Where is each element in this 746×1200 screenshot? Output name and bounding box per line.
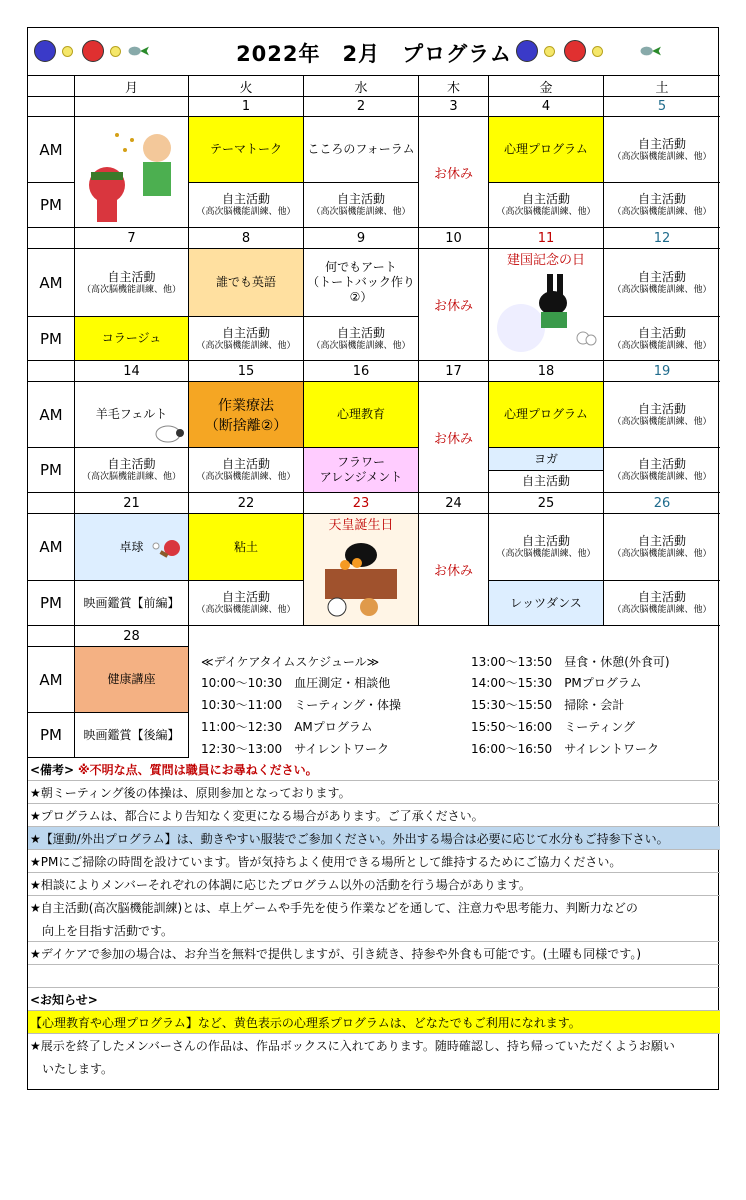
date-number: 17 <box>445 363 462 379</box>
blank-row <box>28 965 720 988</box>
self-study-cell <box>189 317 304 361</box>
schedule-row: 14:00〜15:30 PMプログラム <box>471 676 642 690</box>
schedule-heading: ≪デイケアタイムスケジュール≫ <box>201 655 380 669</box>
self-study-label: 自主活動 <box>637 534 686 548</box>
program-label: 粘土 <box>233 539 258 554</box>
closed-cell <box>419 249 489 361</box>
self-study-label: 自主活動 <box>521 192 570 206</box>
program-cell <box>75 514 189 581</box>
schedule-row: 12:30〜13:00 サイレントワーク <box>201 742 390 756</box>
self-study-label: 自主活動 <box>637 269 686 284</box>
weekday-label: 金 <box>539 80 553 96</box>
self-study-label: 自主活動 <box>221 590 270 604</box>
pm-text: PM <box>40 594 62 612</box>
date-cell <box>489 493 604 514</box>
info-label: <お知らせ> <box>28 988 720 1011</box>
program-sub: （断捨離②） <box>204 417 288 434</box>
weekday-header <box>604 76 720 97</box>
self-study-sub: （高次脳機能訓練、他） <box>612 549 712 559</box>
self-study-cell <box>189 183 304 228</box>
date-number: 18 <box>537 363 555 379</box>
weekday-header <box>75 76 189 97</box>
program-cell <box>189 249 304 317</box>
weekday-label: 土 <box>655 80 669 96</box>
self-study-cell <box>489 183 604 228</box>
weekday-header <box>189 76 304 97</box>
date-cell <box>419 493 489 514</box>
self-study-cell <box>604 448 720 493</box>
program-cell <box>304 382 419 448</box>
date-number: 9 <box>356 230 366 246</box>
blank-cell <box>28 493 75 514</box>
program-cell <box>75 581 189 626</box>
schedule-row: 13:00〜13:50 昼食・休憩(外食可) <box>471 655 670 669</box>
note-item: ★プログラムは、都合により告知なく変更になる場合があります。ご了承ください。 <box>28 804 720 827</box>
self-study-cell <box>189 581 304 626</box>
self-study-cell <box>604 317 720 361</box>
program-label: レッツダンス <box>510 595 582 610</box>
program-cell <box>304 249 419 317</box>
holiday-cell <box>304 514 419 626</box>
date-cell <box>75 626 189 647</box>
schedule-row: 15:50〜16:00 ミーティング <box>471 720 635 734</box>
date-number: 16 <box>352 363 370 379</box>
date-number: 5 <box>657 99 667 114</box>
self-study-sub: （高次脳機能訓練、他） <box>612 416 712 427</box>
program-label: 心理プログラム <box>504 407 588 421</box>
pm-text: PM <box>40 726 62 744</box>
schedule-row: 16:00〜16:50 サイレントワーク <box>471 742 660 756</box>
am-text: AM <box>39 273 63 292</box>
program-cell <box>75 647 189 713</box>
self-study-label: 自主活動 <box>637 457 686 471</box>
closed-cell <box>419 514 489 626</box>
date-cell <box>419 228 489 249</box>
closed-label: お休み <box>433 564 473 579</box>
self-study-sub: （高次脳機能訓練、他） <box>196 605 296 615</box>
holiday-label: 天皇誕生日 <box>328 518 394 533</box>
program-label: 卓球 <box>119 539 144 554</box>
pm-text: PM <box>40 329 62 348</box>
program-cell <box>75 317 189 361</box>
pm-label <box>28 713 75 758</box>
date-cell <box>75 361 189 382</box>
self-study-sub: （高次脳機能訓練、他） <box>612 605 712 615</box>
program-cell <box>75 713 189 758</box>
closed-label: お休み <box>433 431 473 447</box>
program-cell <box>304 448 419 493</box>
holiday-label: 建国記念の日 <box>506 253 585 268</box>
date-cell <box>189 97 304 117</box>
date-number: 4 <box>541 99 551 114</box>
program-label: 自主活動 <box>521 474 570 488</box>
red-oni-icon <box>564 40 586 62</box>
date-number: 21 <box>123 495 140 511</box>
date-number: 7 <box>127 230 136 246</box>
self-study-cell <box>604 117 720 183</box>
date-number: 23 <box>352 495 370 511</box>
kotatsu-cats-illustration <box>305 533 417 623</box>
date-number: 24 <box>445 495 462 511</box>
self-study-label: 自主活動 <box>221 192 270 206</box>
closed-cell <box>419 117 489 228</box>
self-study-cell <box>604 249 720 317</box>
date-cell <box>419 361 489 382</box>
self-study-cell <box>75 249 189 317</box>
program-cell <box>489 581 604 626</box>
self-study-cell <box>304 183 419 228</box>
program-cell <box>189 117 304 183</box>
am-label <box>28 647 75 713</box>
am-text: AM <box>39 670 63 689</box>
note-item: ★朝ミーティング後の体操は、原則参加となっております。 <box>28 781 720 804</box>
self-study-label: 自主活動 <box>107 457 156 471</box>
date-cell <box>75 97 189 117</box>
program-sub: （トートバック作り②） <box>307 275 415 304</box>
program-label: コラージュ <box>101 331 162 345</box>
weekday-label: 水 <box>354 80 368 96</box>
remarks-row: <備考> ※不明な点、質問は職員にお尋ねください。 <box>28 758 720 781</box>
date-number: 10 <box>445 230 462 246</box>
program-label: 映画鑑賞【後編】 <box>83 727 180 742</box>
time-schedule <box>189 628 720 758</box>
date-number: 12 <box>653 230 671 246</box>
self-study-sub: （高次脳機能訓練、他） <box>196 472 296 482</box>
sheep-icon <box>154 424 184 444</box>
holiday-cell <box>489 249 604 361</box>
am-label <box>28 514 75 581</box>
date-cell <box>604 97 720 117</box>
date-number: 25 <box>537 495 555 511</box>
note-item: ★デイケアで参加の場合は、お弁当を無料で提供しますが、引き続き、持参や外食も可能です。(土曜も同様です。) <box>28 942 720 965</box>
note-item: ★【運動/外出プログラム】は、動きやすい服装でご参加ください。外出する場合は必要に応じて水分もご持参下さい。 <box>28 827 720 850</box>
self-study-sub: （高次脳機能訓練、他） <box>612 340 712 351</box>
program-label: 映画鑑賞【前編】 <box>83 595 180 610</box>
date-number: 1 <box>241 99 251 114</box>
corner-cell <box>28 76 75 97</box>
self-study-cell <box>604 581 720 626</box>
self-study-label: 自主活動 <box>336 325 385 340</box>
self-study-label: 自主活動 <box>637 325 686 340</box>
self-study-label: 自主活動 <box>637 136 686 151</box>
program-label: 健康講座 <box>107 672 156 686</box>
self-study-cell <box>189 448 304 493</box>
blue-oni-icon <box>516 40 538 62</box>
weekday-header <box>489 76 604 97</box>
self-study-sub: （高次脳機能訓練、他） <box>196 207 296 217</box>
date-cell <box>304 493 419 514</box>
program-cell <box>75 382 189 448</box>
pm-label <box>28 317 75 361</box>
date-cell <box>189 228 304 249</box>
date-number: 11 <box>537 230 555 246</box>
closed-label: お休み <box>433 166 473 182</box>
program-cell <box>489 117 604 183</box>
date-cell <box>604 228 720 249</box>
program-cell <box>489 471 604 493</box>
self-study-cell <box>604 183 720 228</box>
self-study-cell <box>489 514 604 581</box>
program-label: フラワー <box>336 455 385 469</box>
self-study-label: 自主活動 <box>221 325 270 340</box>
pm-label <box>28 448 75 493</box>
pm-label <box>28 581 75 626</box>
date-number: 3 <box>449 99 458 114</box>
self-study-sub: （高次脳機能訓練、他） <box>612 207 712 217</box>
setsubun-illustration <box>75 117 189 228</box>
rabbit-snowball-illustration <box>491 268 601 353</box>
page-title: 2022年 2月 プログラム <box>236 42 512 66</box>
self-study-label: 自主活動 <box>637 192 686 206</box>
bean-icon <box>592 46 603 57</box>
am-label <box>28 117 75 183</box>
note-item: 【心理教育や心理プログラム】など、黄色表示の心理系プログラムは、どなたでもご利用になれます。 <box>28 1011 720 1034</box>
date-cell <box>304 361 419 382</box>
date-cell <box>189 493 304 514</box>
date-cell <box>419 97 489 117</box>
program-label: ヨガ <box>533 451 558 466</box>
date-cell <box>489 97 604 117</box>
date-cell <box>489 228 604 249</box>
weekday-header <box>419 76 489 97</box>
note-item: いたします。 <box>42 1062 114 1076</box>
date-number: 14 <box>123 363 140 379</box>
date-cell <box>75 493 189 514</box>
self-study-label: 自主活動 <box>336 192 385 206</box>
self-study-sub: （高次脳機能訓練、他） <box>612 472 712 482</box>
date-number: 28 <box>123 628 140 644</box>
program-cell <box>189 382 304 448</box>
blank-cell <box>28 228 75 249</box>
program-cell <box>489 382 604 448</box>
self-study-sub: （高次脳機能訓練、他） <box>311 340 411 351</box>
blank-cell <box>28 97 75 117</box>
closed-cell <box>419 382 489 493</box>
date-cell <box>75 228 189 249</box>
note-item: ★自主活動(高次脳機能訓練)とは、卓上ゲームや手先を使う作業などを通して、注意力や思考能力、判断力などの <box>30 901 638 915</box>
program-cell <box>489 448 604 471</box>
note-item: ★PMにご掃除の時間を設けています。皆が気持ちよく使用できる場所として維持するためにご協力ください。 <box>28 850 720 873</box>
self-study-label: 自主活動 <box>637 590 686 604</box>
note-item: ★展示を終了したメンバーさんの作品は、作品ボックスに入れてあります。随時確認し、持ち帰っていただくようお願い <box>30 1039 675 1053</box>
date-number: 15 <box>237 363 255 379</box>
note-item: ★相談によりメンバーそれぞれの体調に応じたプログラム以外の活動を行う場合があります。 <box>28 873 720 896</box>
program-sub: アレンジメント <box>319 470 403 484</box>
program-label: 羊毛フェルト <box>95 407 168 421</box>
date-cell <box>304 97 419 117</box>
program-cell <box>189 514 304 581</box>
sardine-holly-icon <box>640 41 662 61</box>
self-study-sub: （高次脳機能訓練、他） <box>81 472 181 482</box>
schedule-row: 15:30〜15:50 掃除・会計 <box>471 698 625 712</box>
am-text: AM <box>39 405 63 424</box>
program-label: 心理プログラム <box>504 142 588 156</box>
am-text: AM <box>39 140 63 159</box>
program-label: 何でもアート <box>325 260 397 274</box>
pm-text: PM <box>40 196 62 214</box>
note-item: 向上を目指す活動です。 <box>28 919 720 942</box>
weekday-label: 木 <box>446 80 460 96</box>
self-study-cell <box>304 317 419 361</box>
calendar-sheet <box>27 27 719 1090</box>
program-label: テーマトーク <box>209 142 282 156</box>
self-study-sub: （高次脳機能訓練、他） <box>612 151 712 162</box>
date-number: 8 <box>241 230 251 246</box>
self-study-label: 自主活動 <box>637 401 686 416</box>
self-study-cell <box>604 382 720 448</box>
blank-cell <box>28 626 75 647</box>
am-text: AM <box>39 538 63 556</box>
self-study-sub: （高次脳機能訓練、他） <box>612 284 712 295</box>
self-study-sub: （高次脳機能訓練、他） <box>496 549 596 559</box>
weekday-label: 月 <box>124 80 138 96</box>
self-study-cell <box>604 514 720 581</box>
weekday-header <box>304 76 419 97</box>
self-study-sub: （高次脳機能訓練、他） <box>196 340 296 351</box>
self-study-cell <box>75 448 189 493</box>
date-cell <box>604 493 720 514</box>
ping-pong-icon <box>152 538 182 562</box>
schedule-row: 10:00〜10:30 血圧測定・相談他 <box>201 676 391 690</box>
bean-icon <box>544 46 555 57</box>
am-label <box>28 382 75 448</box>
self-study-label: 自主活動 <box>521 534 570 548</box>
self-study-sub: （高次脳機能訓練、他） <box>311 207 411 217</box>
blank-cell <box>28 361 75 382</box>
date-number: 26 <box>653 495 671 511</box>
date-number: 22 <box>237 495 255 511</box>
program-label: 心理教育 <box>336 407 385 421</box>
title-bar <box>28 28 720 76</box>
self-study-sub: （高次脳機能訓練、他） <box>496 207 596 217</box>
program-label: 誰でも英語 <box>215 275 276 289</box>
schedule-row: 11:00〜12:30 AMプログラム <box>201 720 373 734</box>
oni-and-boy-illustration <box>77 120 187 225</box>
pm-label <box>28 183 75 228</box>
date-cell <box>304 228 419 249</box>
weekday-label: 火 <box>239 80 253 96</box>
program-label: こころのフォーラム <box>307 142 415 156</box>
self-study-label: 自主活動 <box>221 457 270 471</box>
date-cell <box>604 361 720 382</box>
program-label: 作業療法 <box>218 397 274 414</box>
date-cell <box>189 361 304 382</box>
program-cell <box>304 117 419 183</box>
am-label <box>28 249 75 317</box>
self-study-label: 自主活動 <box>107 269 156 284</box>
pm-text: PM <box>40 461 62 479</box>
date-cell <box>489 361 604 382</box>
date-number: 2 <box>356 99 366 114</box>
closed-label: お休み <box>433 299 473 314</box>
schedule-row: 10:30〜11:00 ミーティング・体操 <box>201 698 401 712</box>
date-number: 19 <box>653 363 671 379</box>
self-study-sub: （高次脳機能訓練、他） <box>81 284 181 295</box>
